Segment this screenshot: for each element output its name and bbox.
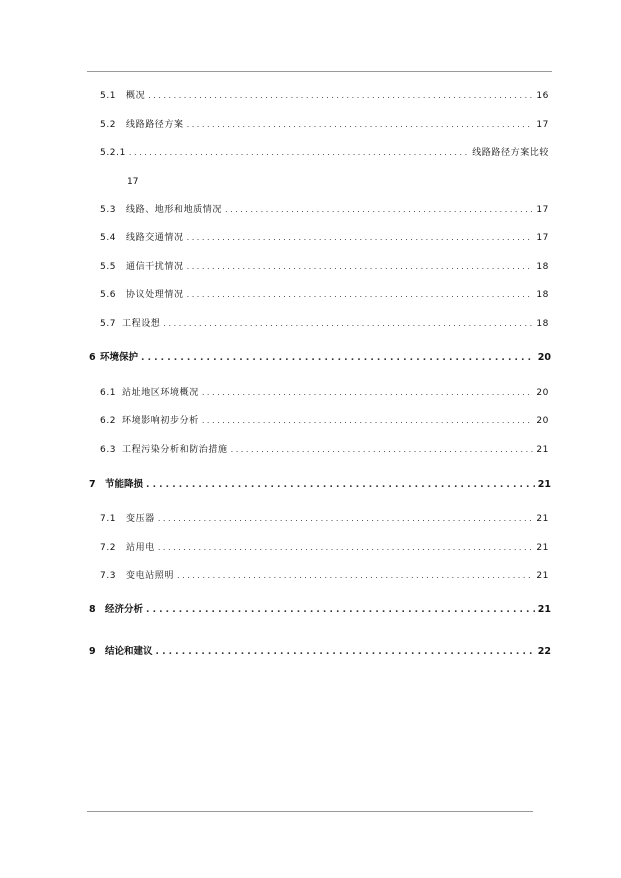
toc-page-number: 22 — [537, 646, 551, 657]
toc-page-number: 21 — [537, 479, 551, 490]
toc-leader-dots — [129, 146, 469, 160]
toc-title: 协议处理情况 — [126, 290, 184, 300]
toc-page-number: 18 — [536, 319, 549, 329]
toc-leader-dots — [202, 386, 534, 400]
toc-page-number: 20 — [536, 388, 549, 398]
toc-number: 5.2.1 — [100, 148, 126, 158]
toc-entry-wrapped[interactable] — [100, 146, 549, 160]
toc-entry[interactable] — [100, 569, 549, 583]
toc-leader-dots — [141, 351, 535, 365]
toc-number: 7.3 — [100, 571, 117, 581]
toc-leader-dots — [148, 89, 533, 103]
toc-title: 环境影响初步分析 — [122, 416, 199, 426]
toc-title: 线路、地形和地质情况 — [126, 205, 223, 215]
toc-number: 6 — [89, 352, 96, 363]
toc-page-number: 20 — [536, 416, 549, 426]
toc-number: 5.1 — [100, 91, 117, 101]
header-rule — [87, 71, 552, 72]
toc-entry[interactable] — [100, 203, 549, 217]
toc-leader-dots — [163, 317, 533, 331]
toc-title: 线路路径方案 — [126, 120, 184, 130]
toc-chapter-entry[interactable] — [89, 603, 551, 617]
toc-title: 线路交通情况 — [126, 233, 184, 243]
toc-number: 5.4 — [100, 233, 117, 243]
toc-leader-dots — [177, 569, 533, 583]
toc-number: 6.2 — [100, 416, 117, 426]
toc-chapter-entry[interactable] — [89, 351, 551, 365]
toc-number: 6.1 — [100, 388, 117, 398]
toc-leader-dots — [187, 118, 534, 132]
toc-title: 变压器 — [126, 514, 155, 524]
toc-entry[interactable] — [100, 541, 549, 555]
footer-rule — [87, 811, 533, 812]
toc-chapter-entry[interactable] — [89, 478, 551, 492]
toc-leader-dots — [231, 443, 534, 457]
toc-entry[interactable] — [100, 443, 549, 457]
toc-leader-dots — [202, 414, 534, 428]
toc-number: 9 — [89, 646, 96, 657]
toc-page-number: 18 — [536, 290, 549, 300]
toc-title: 通信干扰情况 — [126, 262, 184, 272]
toc-entry[interactable] — [100, 414, 549, 428]
toc-number: 5.7 — [100, 319, 117, 329]
toc-title: 概况 — [126, 91, 146, 101]
toc-page-number: 18 — [536, 262, 549, 272]
toc-page-number: 17 — [127, 177, 139, 187]
toc-leader-dots — [146, 603, 535, 617]
toc-number: 5.6 — [100, 290, 117, 300]
toc-page-number: 21 — [537, 604, 551, 615]
toc-page-number: 21 — [536, 543, 549, 553]
toc-leader-dots — [187, 288, 534, 302]
toc-entry[interactable] — [100, 89, 549, 103]
toc-entry[interactable] — [100, 317, 549, 331]
toc-title: 站用电 — [126, 543, 155, 553]
toc-title: 结论和建议 — [105, 646, 153, 657]
toc-entry[interactable] — [100, 231, 549, 245]
toc-leader-dots — [187, 231, 534, 245]
toc-leader-dots — [225, 203, 533, 217]
toc-page-number: 21 — [536, 571, 549, 581]
toc-page-number: 17 — [536, 120, 549, 130]
toc-page-number: 17 — [536, 205, 549, 215]
toc-entry[interactable] — [100, 118, 549, 132]
toc-entry[interactable] — [100, 260, 549, 274]
toc-number: 5.2 — [100, 120, 117, 130]
toc-page-number: 20 — [537, 352, 551, 363]
toc-entry[interactable] — [100, 288, 549, 302]
toc-number: 7.2 — [100, 543, 117, 553]
toc-leader-dots — [158, 512, 534, 526]
toc-title: 环境保护 — [100, 352, 139, 363]
toc-leader-dots — [156, 645, 535, 659]
toc-entry[interactable] — [100, 512, 549, 526]
toc-title: 变电站照明 — [126, 571, 175, 581]
toc-leader-dots — [146, 478, 535, 492]
toc-title: 工程设想 — [122, 319, 161, 329]
toc-title: 节能降损 — [105, 479, 144, 490]
toc-title: 线路路径方案比较 — [472, 148, 549, 158]
toc-chapter-entry[interactable] — [89, 645, 551, 659]
toc-title: 工程污染分析和防治措施 — [122, 445, 228, 455]
toc-title: 站址地区环境概况 — [122, 388, 199, 398]
toc-leader-dots — [187, 260, 534, 274]
toc-leader-dots — [158, 541, 534, 555]
toc-number: 8 — [89, 604, 96, 615]
toc-page-number: 17 — [536, 233, 549, 243]
toc-number: 6.3 — [100, 445, 117, 455]
toc-number: 5.5 — [100, 262, 117, 272]
toc-page-number: 21 — [536, 445, 549, 455]
toc-number: 7 — [89, 479, 96, 490]
toc-title: 经济分析 — [105, 604, 144, 615]
toc-entry[interactable] — [100, 386, 549, 400]
toc-number: 7.1 — [100, 514, 117, 524]
toc-page-number: 21 — [536, 514, 549, 524]
toc-page-number: 16 — [536, 91, 549, 101]
toc-number: 5.3 — [100, 205, 117, 215]
